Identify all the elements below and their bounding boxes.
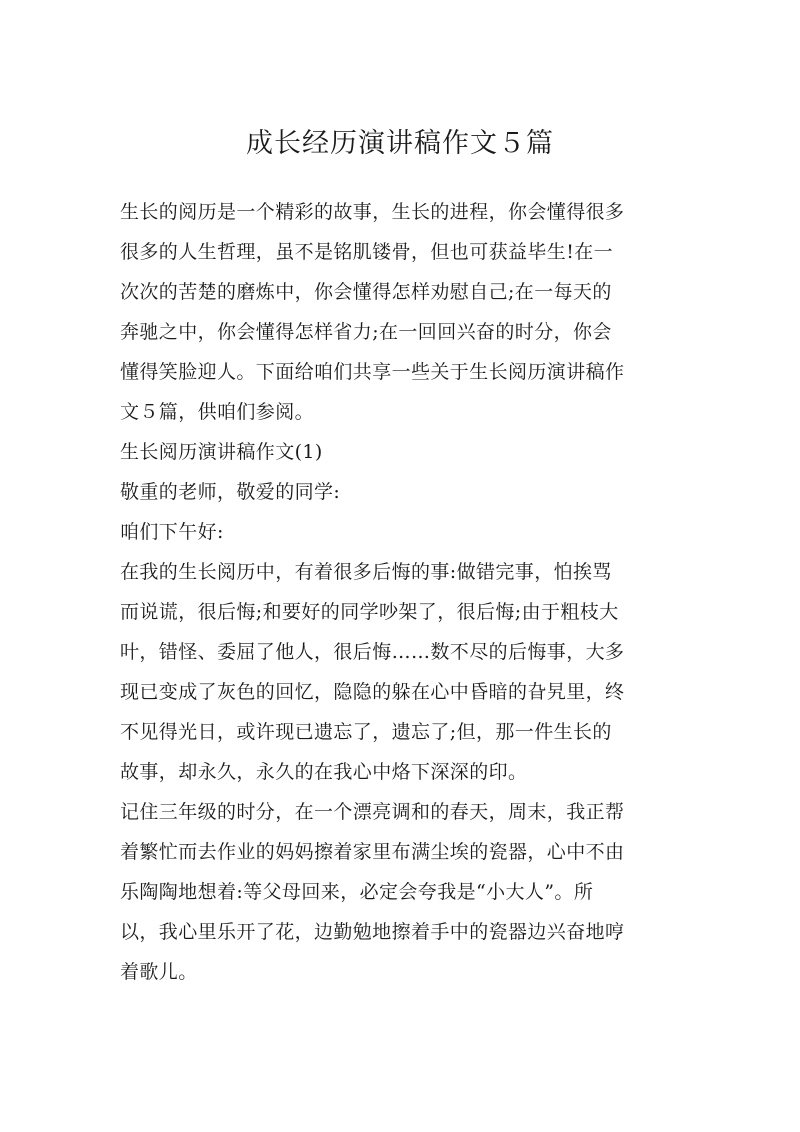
paragraph-intro: [120, 192, 686, 432]
text-line: 而说谎，很后悔;和要好的同学吵架了，很后悔;由于粗枝大: [120, 601, 619, 623]
text-line: 次次的苦楚的磨炼中，你会懂得怎样劝慰自己;在一每天的: [120, 281, 612, 303]
text-line: 以，我心里乐开了花，边勤勉地擦着手中的瓷器边兴奋地哼: [120, 921, 625, 943]
document-title: 成长经历演讲稿作文５篇: [246, 128, 554, 159]
text-line: 在我的生长阅历中，有着很多后悔的事:做错完事，怕挨骂: [120, 561, 612, 583]
text-line: 奔驰之中，你会懂得怎样省力;在一回回兴奋的时分，你会: [120, 321, 612, 343]
text-line: 着歌儿。: [120, 961, 198, 983]
text-line: 懂得笑脸迎人。下面给咱们共享一些关于生长阅历演讲稿作: [120, 361, 625, 383]
text-line: 现已变成了灰色的回忆，隐隐的躲在心中昏暗的旮旯里，终: [120, 681, 625, 703]
text-line: 故事，却永久，永久的在我心中烙下深深的印。: [120, 761, 528, 783]
text-line: 生长阅历演讲稿作文(1): [120, 441, 323, 463]
text-line: 生长的阅历是一个精彩的故事，生长的进程，你会懂得很多: [120, 201, 625, 223]
text-line: 记住三年级的时分，在一个漂亮调和的春天，周末，我正帮: [120, 801, 625, 823]
text-line: 文５篇，供咱们参阅。: [120, 401, 315, 423]
text-line: 不见得光日，或许现已遗忘了，遗忘了;但，那一件生长的: [120, 721, 612, 743]
paragraph-regrets: [120, 552, 686, 792]
text-line: 着繁忙而去作业的妈妈擦着家里布满尘埃的瓷器，心中不由: [120, 841, 625, 863]
text-line: 咱们下午好:: [120, 521, 224, 543]
paragraph-memory: [120, 792, 686, 992]
text-line: 很多的人生哲理，虽不是铭肌镂骨，但也可获益毕生!在一: [120, 241, 614, 263]
greeting: [120, 512, 686, 552]
salutation: [120, 472, 686, 512]
section-heading: [120, 432, 686, 472]
document-body: [120, 192, 686, 992]
text-line: 乐陶陶地想着:等父母回来，必定会夸我是“小大人”。所: [120, 881, 594, 903]
text-line: 敬重的老师，敬爱的同学:: [120, 481, 341, 503]
text-line: 叶，错怪、委屈了他人，很后悔……数不尽的后悔事，大多: [120, 641, 625, 663]
